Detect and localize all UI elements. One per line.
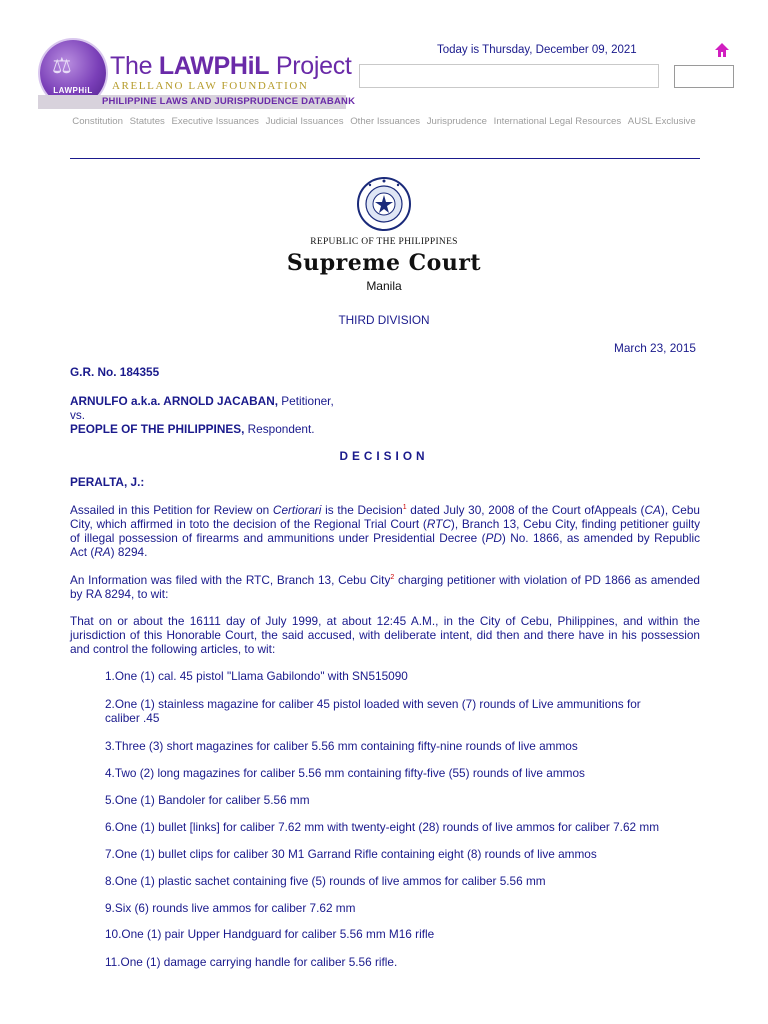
logo-label: LAWPHiL <box>53 86 93 95</box>
scales-of-justice-icon: ⚖ <box>52 54 72 79</box>
versus: vs. <box>70 408 86 422</box>
case-parties <box>70 394 334 436</box>
supreme-court-seal-icon <box>356 176 412 232</box>
list-item: 2.One (1) stainless magazine for caliber 45 pistol loaded with seven (7) rounds of Live ammunitions for <box>105 697 641 711</box>
nav-jurisprudence[interactable]: Jurisprudence <box>426 116 487 127</box>
respondent-role: Respondent. <box>244 422 315 436</box>
decision-date: March 23, 2015 <box>614 341 696 355</box>
nav-ausl-exclusive[interactable]: AUSL Exclusive <box>627 116 696 127</box>
footnote-2-link[interactable]: 2 <box>390 574 395 582</box>
paragraph-1: Assailed in this Petition for Review on Certiorari is the Decision$^1$ dated July 30, 2008 of the Court ofAppeals (CA), Cebu City, which affirmed in toto the decision of the Regional Trial Court (RTC), Branch 13, Cebu City, finding petitioner guilty of illegal possession of firearms and ammunitions under Presidential Decree (PD) No. 1866, as amended by Republic Act (RA) 8294. <box>70 503 700 559</box>
nav-international-legal-resources[interactable]: International Legal Resources <box>493 116 622 127</box>
gr-number: G.R. No. 184355 <box>70 365 160 379</box>
decision-title: DECISION <box>339 449 429 463</box>
list-item: 4.Two (2) long magazines for caliber 5.56 mm containing fifty-five (55) rounds of live ammos <box>105 766 585 780</box>
list-item: caliber .45 <box>105 711 160 725</box>
nav-constitution[interactable]: Constitution <box>72 116 123 127</box>
brand-tagline-bar <box>38 95 356 109</box>
search-button[interactable] <box>674 65 734 88</box>
list-item: 6.One (1) bullet [links] for caliber 7.62 mm with twenty-eight (28) rounds of live ammos for caliber 7.62 mm <box>105 820 660 834</box>
nav-other-issuances[interactable]: Other Issuances <box>350 116 421 127</box>
nav-executive-issuances[interactable]: Executive Issuances <box>171 116 259 127</box>
respondent-name: PEOPLE OF THE PHILIPPINES, <box>70 422 245 436</box>
main-nav <box>0 116 768 127</box>
paragraph-2: An Information was filed with the RTC, Branch 13, Cebu City$^2$ charging petitioner with violation of PD 1866 as amended by RA 8294, to wit: <box>70 573 700 601</box>
nav-judicial-issuances[interactable]: Judicial Issuances <box>265 116 344 127</box>
list-item: 9.Six (6) rounds live ammos for caliber 7.62 mm <box>105 901 356 915</box>
home-icon[interactable] <box>714 42 730 58</box>
search-input[interactable] <box>359 64 659 88</box>
list-item: 11.One (1) damage carrying handle for caliber 5.56 rifle. <box>105 955 398 969</box>
brand-title-prefix: The <box>110 52 159 80</box>
brand-subtitle: ARELLANO LAW FOUNDATION <box>112 80 309 92</box>
brand-title-bold: LAWPHiL <box>158 52 270 80</box>
header-divider <box>70 158 700 159</box>
petitioner-name: ARNULFO a.k.a. ARNOLD JACABAN, <box>70 394 278 408</box>
court-city: Manila <box>366 279 402 293</box>
brand-tagline: PHILIPPINE LAWS AND JURISPRUDENCE DATABANK <box>102 96 356 107</box>
brand-title-suffix: Project <box>269 52 352 80</box>
today-date: Today is Thursday, December 09, 2021 <box>437 44 637 56</box>
paragraph-3: That on or about the 16111 day of July 1999, at about 12:45 A.M., in the City of Cebu, Philippines, and within the jurisdiction of this Honorable Court, the said accused, with deliberate intent, did then and there have in his possession and control the following articles, to wit: <box>70 614 700 656</box>
brand-title[interactable] <box>110 52 352 81</box>
nav-statutes[interactable]: Statutes <box>129 116 165 127</box>
republic-heading: REPUBLIC OF THE PHILIPPINES <box>310 237 458 247</box>
division: THIRD DIVISION <box>338 313 430 327</box>
list-item: 8.One (1) plastic sachet containing five (5) rounds of live ammos for caliber 5.56 mm <box>105 874 546 888</box>
ponente: PERALTA, J.: <box>70 475 145 489</box>
list-item: 7.One (1) bullet clips for caliber 30 M1 Garrand Rifle containing eight (8) rounds of live ammos <box>105 847 597 861</box>
list-item: 5.One (1) Bandoler for caliber 5.56 mm <box>105 793 310 807</box>
court-heading: Supreme Court <box>286 250 482 276</box>
list-item: 1.One (1) cal. 45 pistol "Llama Gabilondo" with SN515090 <box>105 669 408 683</box>
footnote-1-link[interactable]: 1 <box>402 504 407 512</box>
list-item: 3.Three (3) short magazines for caliber 5.56 mm containing fifty-nine rounds of live ammos <box>105 739 578 753</box>
list-item: 10.One (1) pair Upper Handguard for caliber 5.56 mm M16 rifle <box>105 927 435 941</box>
petitioner-role: Petitioner, <box>278 394 334 408</box>
